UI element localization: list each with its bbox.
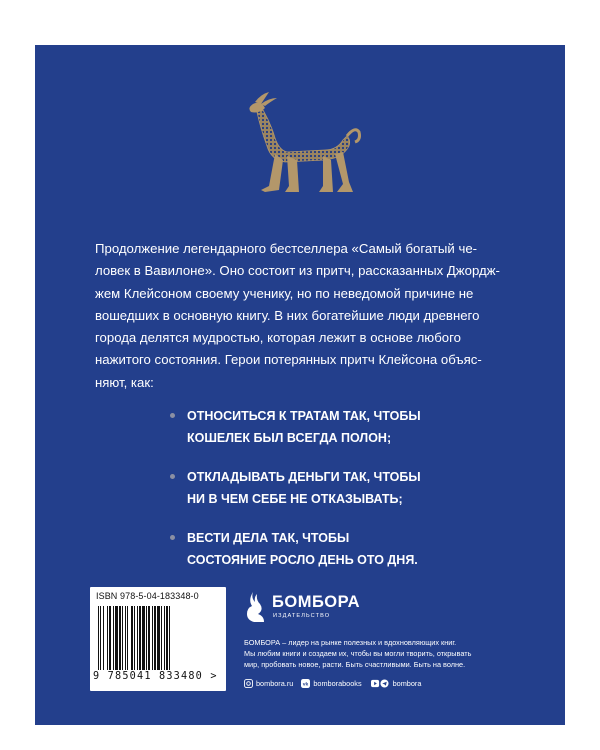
barcode-bar xyxy=(169,606,170,670)
isbn-barcode xyxy=(90,587,226,691)
barcode-bar xyxy=(137,606,138,670)
description-line: жем Клейсоном своему ученику, но по неведомой причине не xyxy=(95,285,474,301)
isbn-number: ISBN 978-5-04-183348-0 xyxy=(96,591,199,601)
key-point-item xyxy=(175,405,515,449)
key-points-list xyxy=(175,405,515,571)
key-point-line: КОШЕЛЕК БЫЛ ВСЕГДА ПОЛОН; xyxy=(187,431,392,445)
social-label: bombora.ru xyxy=(256,678,294,688)
key-point-line: ОТКЛАДЫВАТЬ ДЕНЬГИ ТАК, ЧТОБЫ xyxy=(187,470,421,484)
key-point-line: СОСТОЯНИЕ РОСЛО ДЕНЬ ОТО ДНЯ. xyxy=(187,553,418,567)
key-point-line: ВЕСТИ ДЕЛА ТАК, ЧТОБЫ xyxy=(187,531,350,545)
book-description xyxy=(95,238,505,394)
barcode-bar xyxy=(154,606,156,670)
description-line: няют, как: xyxy=(95,374,154,390)
social-label: bomborabooks xyxy=(313,678,362,688)
bullet-dot-icon xyxy=(170,474,175,479)
barcode-bar xyxy=(166,606,168,670)
book-back-cover xyxy=(35,45,565,725)
youtube-telegram-icon xyxy=(370,679,390,688)
barcode-bar xyxy=(115,606,118,670)
publisher-subtitle: ИЗДАТЕЛЬСТВО xyxy=(273,613,331,619)
bullet-dot-icon xyxy=(170,413,175,418)
description-line: Продолжение легендарного бестселлера «Самый богатый че- xyxy=(95,241,478,256)
barcode-bar xyxy=(148,606,150,670)
barcode-bar xyxy=(122,606,123,670)
barcode-bar xyxy=(98,606,99,670)
publisher-name: БОМБОРА xyxy=(272,593,361,611)
description-line: нажитого состояния. Герои потерянных притч Клейсона объяс- xyxy=(95,352,482,368)
publisher-logo xyxy=(244,590,444,630)
key-point-item xyxy=(175,466,515,510)
bullet-dot-icon xyxy=(170,535,175,540)
barcode-bar xyxy=(131,606,133,670)
social-links xyxy=(244,677,429,689)
social-label: bombora xyxy=(392,678,422,688)
key-point-line: НИ В ЧЕМ СЕБЕ НЕ ОТКАЗЫВАТЬ; xyxy=(187,492,403,506)
barcode-bar xyxy=(107,606,108,670)
about-line: БОМБОРА – лидер на рынке полезных и вдохновляющих книг. xyxy=(244,638,457,647)
barcode-bars xyxy=(98,606,218,670)
svg-text:vk: vk xyxy=(303,682,309,688)
barcode-bar xyxy=(109,606,111,670)
barcode-bar xyxy=(125,606,126,670)
vk-icon xyxy=(301,679,310,688)
barcode-bar xyxy=(103,606,104,670)
instagram-icon xyxy=(244,679,253,688)
about-line: Мы любим книги и создаем их, чтобы вы могли творить, открывать xyxy=(244,649,472,658)
description-line: города делятся мудростью, которая лежит в основе любого xyxy=(95,330,461,346)
barcode-digits: 9 785041 833480 > xyxy=(93,671,218,682)
barcode-bar xyxy=(146,606,147,670)
key-point-line: ОТНОСИТЬСЯ К ТРАТАМ ТАК, ЧТОБЫ xyxy=(187,409,421,423)
social-link[interactable] xyxy=(301,679,361,688)
barcode-bar xyxy=(119,606,121,670)
barcode-bar xyxy=(139,606,141,670)
social-link[interactable] xyxy=(370,679,422,688)
barcode-bar xyxy=(134,606,135,670)
description-line: ловек в Вавилоне». Оно состоит из притч, рассказанных Джордж- xyxy=(95,263,500,279)
bombora-logo-icon xyxy=(244,590,266,626)
barcode-bar xyxy=(164,606,165,670)
barcode-bar xyxy=(100,606,101,670)
barcode-bar xyxy=(113,606,114,670)
barcode-bar xyxy=(142,606,145,670)
key-point-item xyxy=(175,527,515,571)
about-line: мир, пробовать новое, расти. Быть счастливыми. Быть на волне. xyxy=(244,660,466,669)
description-line: вошедших в основную книгу. В них богатейшие люди древнего xyxy=(95,307,480,323)
barcode-bar xyxy=(127,606,128,670)
barcode-bar xyxy=(157,606,160,670)
dragon-mushhushshu-icon xyxy=(225,90,375,200)
social-link[interactable] xyxy=(244,679,293,688)
barcode-bar xyxy=(152,606,153,670)
publisher-about xyxy=(244,637,484,670)
barcode-bar xyxy=(161,606,162,670)
